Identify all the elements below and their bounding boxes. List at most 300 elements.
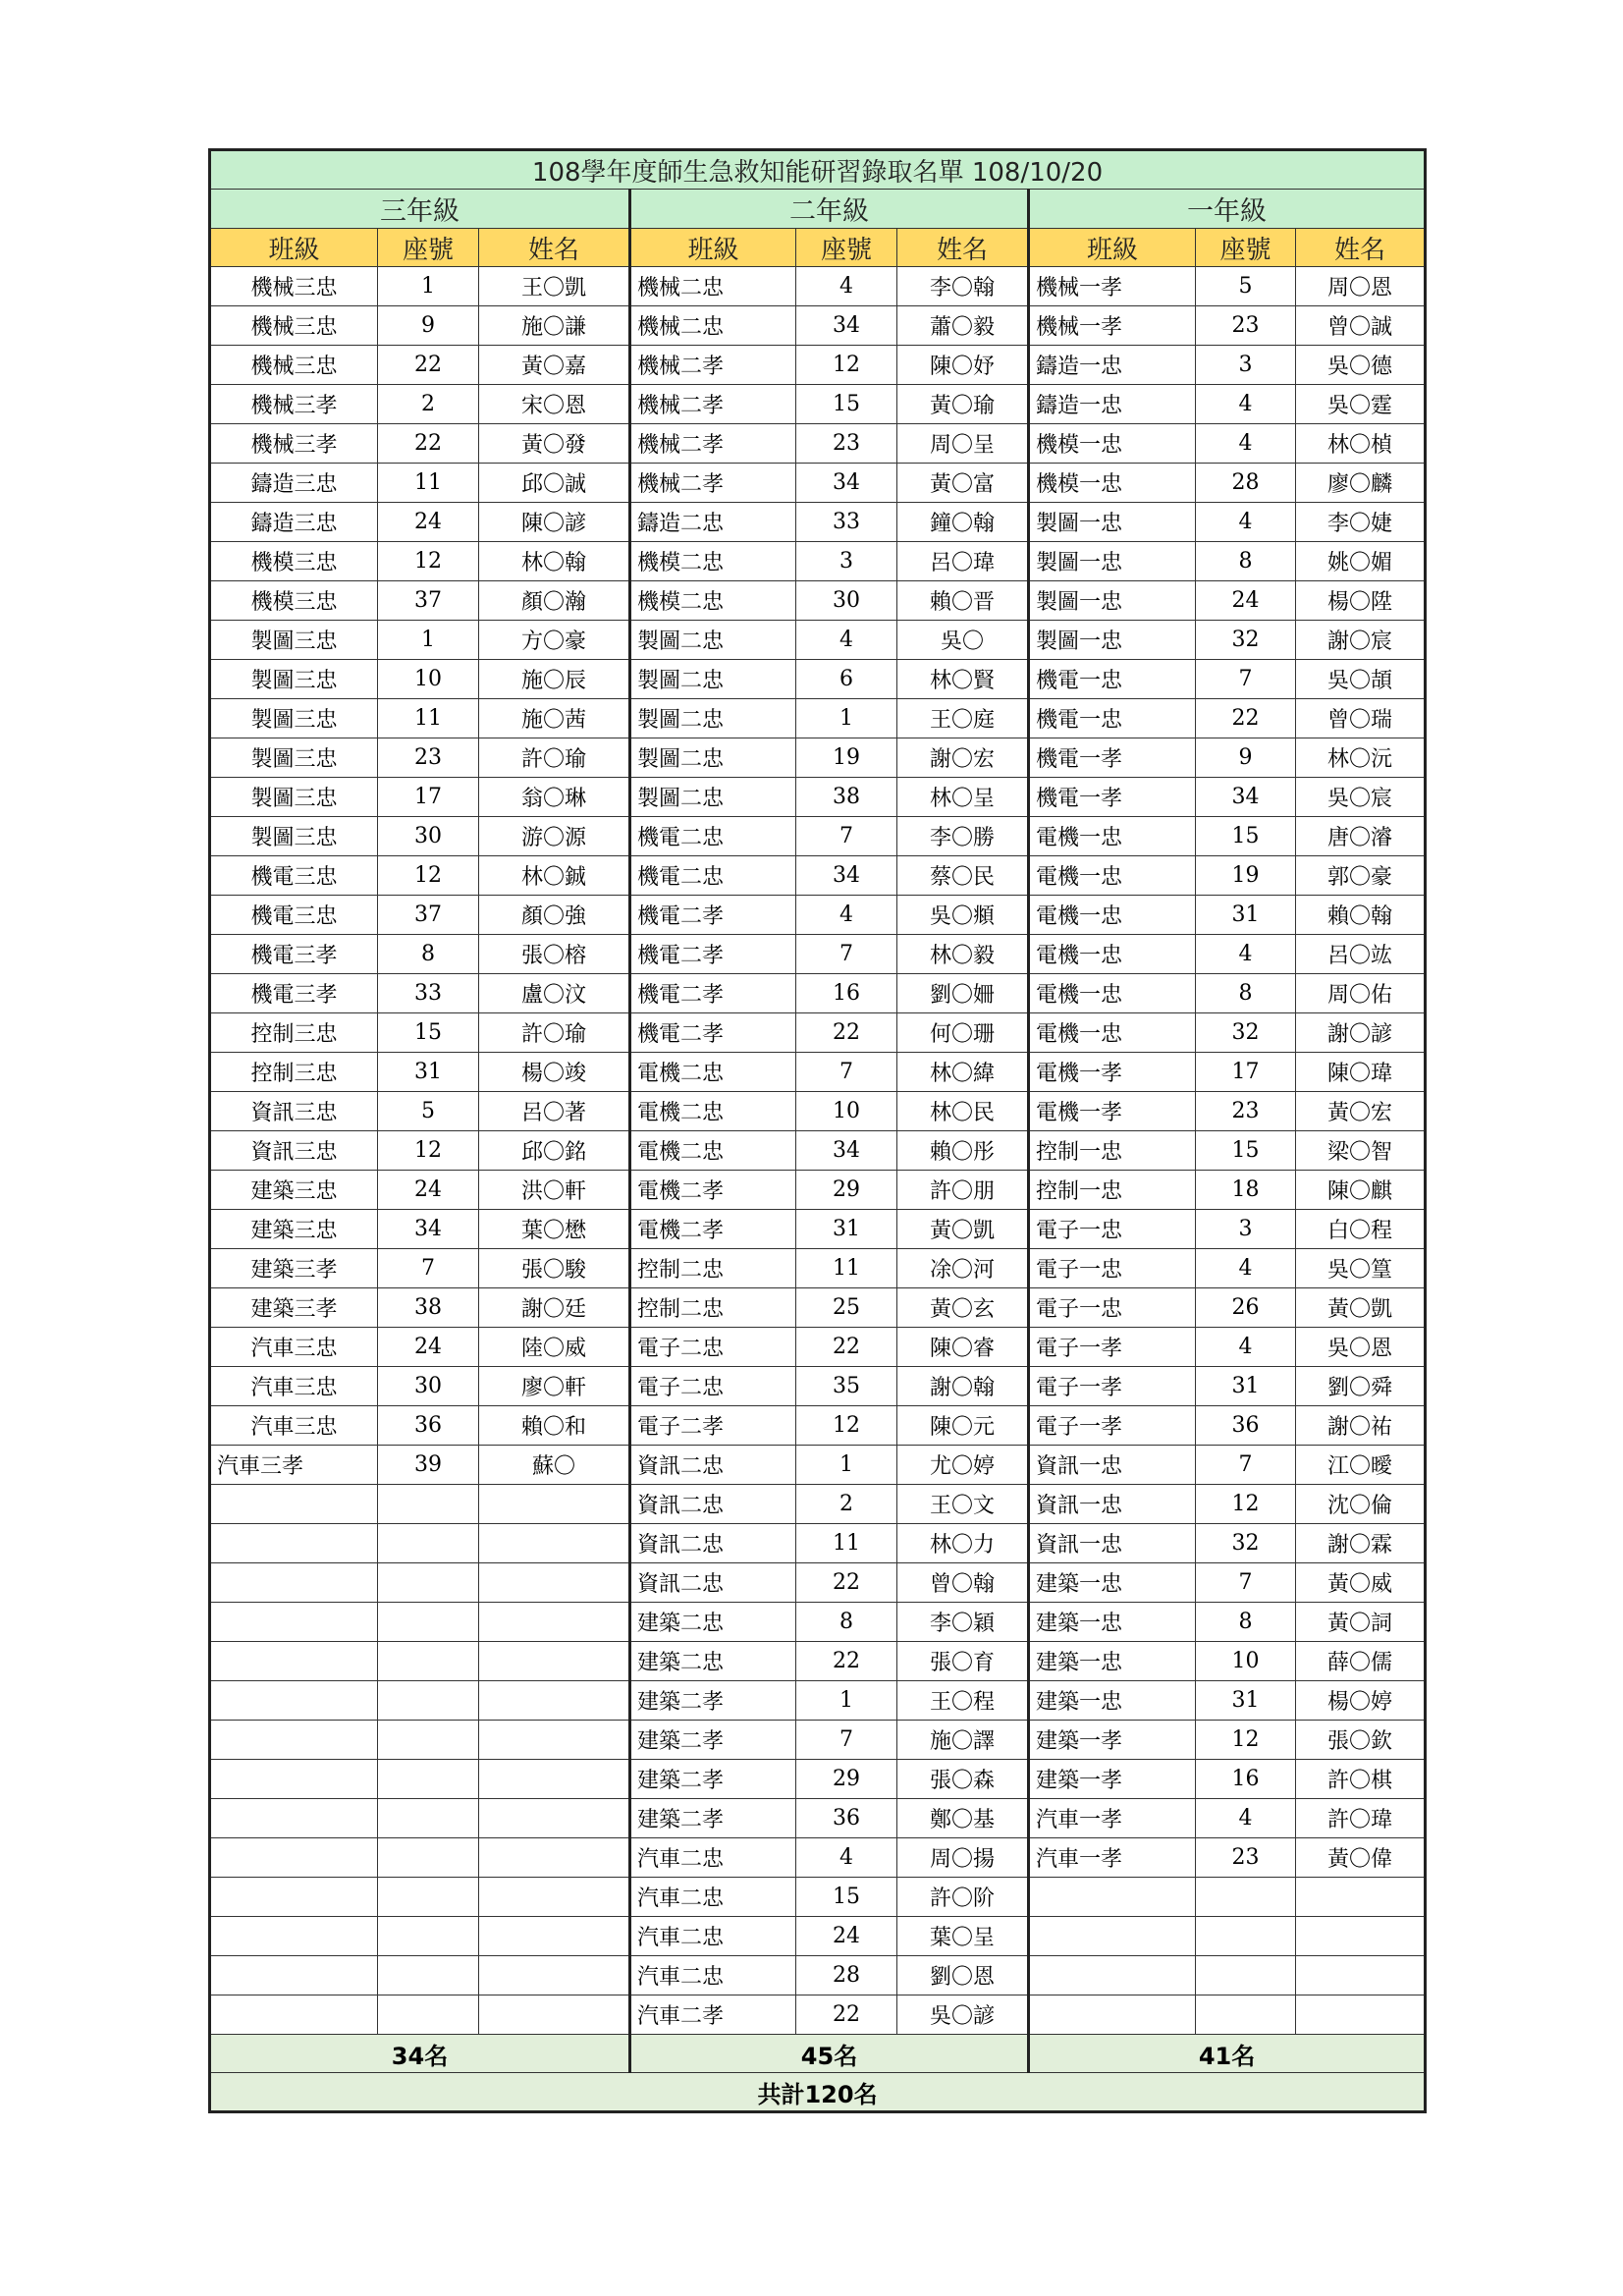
name-cell: 張〇榕 [479,935,630,974]
table-row [210,896,1426,935]
seat-cell: 1 [796,699,897,738]
name-cell: 施〇茜 [479,699,630,738]
name-cell [479,1760,630,1799]
seat-cell: 15 [378,1013,479,1053]
name-cell: 顏〇強 [479,896,630,935]
table-row [210,974,1426,1013]
col-header-seat: 座號 [1196,229,1296,267]
name-cell: 吳〇篁 [1296,1249,1426,1288]
class-cell: 機械二孝 [630,385,796,424]
seat-cell: 24 [796,1917,897,1956]
name-cell: 李〇穎 [897,1603,1029,1642]
name-cell [1296,1995,1426,2035]
table-row [210,935,1426,974]
class-cell: 機模二忠 [630,581,796,621]
seat-cell [378,1721,479,1760]
seat-cell [378,1917,479,1956]
class-cell: 鑄造一忠 [1029,346,1196,385]
class-cell: 機電一忠 [1029,699,1196,738]
seat-cell: 4 [1196,935,1296,974]
table-row [210,817,1426,856]
name-cell: 林〇楨 [1296,424,1426,464]
class-cell: 電子二孝 [630,1406,796,1446]
name-cell: 施〇謙 [479,306,630,346]
seat-cell: 32 [1196,1013,1296,1053]
class-cell: 汽車二忠 [630,1956,796,1995]
class-cell [210,1917,378,1956]
seat-cell: 12 [796,346,897,385]
class-cell: 製圖三忠 [210,778,378,817]
class-cell: 機模一忠 [1029,464,1196,503]
page-title: 108學年度師生急救知能研習錄取名單 108/10/20 [210,150,1426,190]
seat-cell: 23 [378,738,479,778]
name-cell: 蔡〇民 [897,856,1029,896]
name-cell: 凃〇河 [897,1249,1029,1288]
name-cell [479,1603,630,1642]
table-row [210,1249,1426,1288]
name-cell [479,1721,630,1760]
grade-header-2: 二年級 [630,190,1029,229]
name-cell: 謝〇翰 [897,1367,1029,1406]
seat-cell: 2 [796,1485,897,1524]
class-cell [210,1995,378,2035]
class-cell: 電機二孝 [630,1171,796,1210]
name-cell: 吳〇諺 [897,1995,1029,2035]
name-cell [479,1878,630,1917]
class-cell: 製圖二忠 [630,778,796,817]
col-header-name: 姓名 [479,229,630,267]
class-cell: 汽車三忠 [210,1367,378,1406]
seat-cell: 4 [796,267,897,306]
name-cell: 蕭〇毅 [897,306,1029,346]
name-cell [479,1995,630,2035]
class-cell: 控制一忠 [1029,1131,1196,1171]
class-cell: 電機二忠 [630,1092,796,1131]
table-row [210,464,1426,503]
seat-cell: 3 [796,542,897,581]
class-cell: 機模二忠 [630,542,796,581]
seat-cell: 30 [796,581,897,621]
enrollment-table [208,148,1427,2113]
name-cell: 黃〇發 [479,424,630,464]
name-cell: 林〇力 [897,1524,1029,1563]
seat-cell: 25 [796,1288,897,1328]
seat-cell: 28 [796,1956,897,1995]
seat-cell [378,1642,479,1681]
name-cell: 葉〇懋 [479,1210,630,1249]
class-cell: 電子一孝 [1029,1367,1196,1406]
table-row [210,1328,1426,1367]
name-cell: 林〇民 [897,1092,1029,1131]
seat-cell: 24 [1196,581,1296,621]
name-cell: 唐〇濬 [1296,817,1426,856]
seat-cell: 8 [378,935,479,974]
class-cell: 資訊三忠 [210,1092,378,1131]
name-cell: 賴〇晋 [897,581,1029,621]
name-cell: 鐘〇翰 [897,503,1029,542]
name-cell: 張〇欽 [1296,1721,1426,1760]
seat-cell: 9 [378,306,479,346]
name-cell: 王〇文 [897,1485,1029,1524]
seat-cell: 29 [796,1760,897,1799]
class-cell: 製圖二忠 [630,738,796,778]
seat-cell: 4 [1196,1249,1296,1288]
table-row [210,1721,1426,1760]
col-header-seat: 座號 [796,229,897,267]
table-row [210,1446,1426,1485]
name-cell: 黃〇凱 [1296,1288,1426,1328]
class-cell: 電機一忠 [1029,817,1196,856]
name-cell: 盧〇汶 [479,974,630,1013]
seat-cell: 19 [1196,856,1296,896]
name-cell: 吳〇恩 [1296,1328,1426,1367]
seat-cell: 4 [796,896,897,935]
class-cell: 電機二孝 [630,1210,796,1249]
class-cell [210,1878,378,1917]
table-row [210,1210,1426,1249]
seat-cell: 11 [796,1524,897,1563]
class-cell [210,1563,378,1603]
class-cell: 鑄造一忠 [1029,385,1196,424]
class-cell: 電子二忠 [630,1328,796,1367]
seat-cell: 24 [378,1171,479,1210]
seat-cell: 12 [1196,1721,1296,1760]
class-cell: 機械三孝 [210,424,378,464]
seat-cell: 16 [796,974,897,1013]
seat-cell [378,1799,479,1838]
name-cell: 許〇阶 [897,1878,1029,1917]
seat-cell: 11 [796,1249,897,1288]
total-row [210,2073,1426,2112]
name-cell: 吳〇德 [1296,346,1426,385]
seat-cell: 37 [378,581,479,621]
class-cell: 汽車三孝 [210,1446,378,1485]
class-cell [210,1485,378,1524]
seat-cell: 31 [1196,1367,1296,1406]
col-header-class: 班級 [1029,229,1196,267]
seat-cell: 5 [1196,267,1296,306]
class-cell: 製圖一忠 [1029,581,1196,621]
name-cell: 楊〇竣 [479,1053,630,1092]
name-cell: 林〇翰 [479,542,630,581]
class-cell: 建築二孝 [630,1799,796,1838]
name-cell: 王〇凱 [479,267,630,306]
seat-cell: 24 [378,503,479,542]
name-cell: 林〇呈 [897,778,1029,817]
class-cell: 建築二孝 [630,1681,796,1721]
seat-cell: 16 [1196,1760,1296,1799]
table-row [210,1917,1426,1956]
name-cell: 陳〇元 [897,1406,1029,1446]
grade-header-3: 三年級 [210,190,630,229]
table-row [210,267,1426,306]
class-cell: 汽車二孝 [630,1995,796,2035]
name-cell: 黃〇瑜 [897,385,1029,424]
class-cell: 資訊二忠 [630,1524,796,1563]
class-cell: 汽車三忠 [210,1406,378,1446]
name-cell: 吳〇霆 [1296,385,1426,424]
name-cell: 張〇育 [897,1642,1029,1681]
name-cell: 葉〇呈 [897,1917,1029,1956]
seat-cell: 22 [796,1642,897,1681]
class-cell: 電子一孝 [1029,1406,1196,1446]
name-cell: 劉〇舜 [1296,1367,1426,1406]
seat-cell: 6 [796,660,897,699]
table-row [210,1563,1426,1603]
name-cell: 黃〇詞 [1296,1603,1426,1642]
class-cell: 建築一忠 [1029,1603,1196,1642]
class-cell: 機電一孝 [1029,778,1196,817]
class-cell: 電子一孝 [1029,1328,1196,1367]
name-cell: 何〇珊 [897,1013,1029,1053]
class-cell: 資訊二忠 [630,1446,796,1485]
seat-cell: 30 [378,817,479,856]
class-cell: 控制二忠 [630,1249,796,1288]
class-cell: 製圖三忠 [210,660,378,699]
name-cell: 許〇瑜 [479,1013,630,1053]
class-cell [210,1799,378,1838]
class-cell: 機模一忠 [1029,424,1196,464]
name-cell: 洪〇軒 [479,1171,630,1210]
name-cell: 吳〇頫 [897,896,1029,935]
name-cell: 周〇恩 [1296,267,1426,306]
name-cell [479,1485,630,1524]
seat-cell: 24 [378,1328,479,1367]
class-cell: 鑄造三忠 [210,464,378,503]
class-cell [1029,1917,1196,1956]
class-cell [210,1760,378,1799]
class-cell [210,1956,378,1995]
name-cell: 呂〇瑋 [897,542,1029,581]
name-cell: 林〇沅 [1296,738,1426,778]
class-cell: 機械三忠 [210,306,378,346]
class-cell: 電機一孝 [1029,1053,1196,1092]
seat-cell: 28 [1196,464,1296,503]
name-cell: 尤〇婷 [897,1446,1029,1485]
table-row [210,1524,1426,1563]
name-cell: 邱〇銘 [479,1131,630,1171]
name-cell: 黃〇凱 [897,1210,1029,1249]
class-cell: 製圖一忠 [1029,621,1196,660]
class-cell: 電機一孝 [1029,1092,1196,1131]
class-cell: 汽車二忠 [630,1838,796,1878]
seat-cell: 12 [378,856,479,896]
seat-cell [378,1681,479,1721]
seat-cell: 34 [796,856,897,896]
class-cell: 製圖二忠 [630,621,796,660]
name-cell [479,1799,630,1838]
table-row [210,1171,1426,1210]
name-cell: 陳〇瑋 [1296,1053,1426,1092]
class-cell: 建築三忠 [210,1171,378,1210]
class-cell: 製圖一忠 [1029,542,1196,581]
seat-cell: 4 [1196,424,1296,464]
seat-cell: 19 [796,738,897,778]
seat-cell: 32 [1196,621,1296,660]
name-cell: 施〇辰 [479,660,630,699]
seat-cell: 39 [378,1446,479,1485]
name-cell: 謝〇諺 [1296,1013,1426,1053]
name-cell: 廖〇軒 [479,1367,630,1406]
name-cell: 曾〇翰 [897,1563,1029,1603]
seat-cell: 8 [796,1603,897,1642]
class-cell: 機電二孝 [630,896,796,935]
seat-cell [378,1485,479,1524]
name-cell [479,1681,630,1721]
class-cell: 控制一忠 [1029,1171,1196,1210]
name-cell [479,1956,630,1995]
name-cell: 張〇森 [897,1760,1029,1799]
name-cell: 方〇豪 [479,621,630,660]
seat-cell: 12 [796,1406,897,1446]
class-cell: 資訊一忠 [1029,1446,1196,1485]
name-cell: 謝〇宏 [897,738,1029,778]
seat-cell: 36 [378,1406,479,1446]
seat-cell: 4 [1196,1799,1296,1838]
seat-cell: 38 [796,778,897,817]
col-header-class: 班級 [210,229,378,267]
class-cell: 製圖三忠 [210,738,378,778]
seat-cell: 11 [378,464,479,503]
seat-cell [378,1524,479,1563]
name-cell: 謝〇廷 [479,1288,630,1328]
seat-cell: 22 [796,1328,897,1367]
seat-cell: 32 [1196,1524,1296,1563]
class-cell: 建築三忠 [210,1210,378,1249]
class-cell: 建築一忠 [1029,1681,1196,1721]
name-cell: 郭〇豪 [1296,856,1426,896]
class-cell: 機械三忠 [210,346,378,385]
class-cell: 建築二忠 [630,1642,796,1681]
class-cell: 電機一忠 [1029,974,1196,1013]
table-row [210,1799,1426,1838]
seat-cell [378,1878,479,1917]
seat-cell: 1 [378,267,479,306]
table-row [210,1681,1426,1721]
name-cell: 周〇揚 [897,1838,1029,1878]
table-row [210,1131,1426,1171]
seat-cell: 12 [1196,1485,1296,1524]
class-cell: 機模三忠 [210,542,378,581]
class-cell: 電機一忠 [1029,856,1196,896]
seat-cell [1196,1878,1296,1917]
name-cell: 王〇庭 [897,699,1029,738]
name-cell [1296,1917,1426,1956]
name-cell: 許〇瑜 [479,738,630,778]
name-cell: 姚〇媚 [1296,542,1426,581]
table-row [210,1092,1426,1131]
class-cell: 機電二忠 [630,856,796,896]
seat-cell [1196,1917,1296,1956]
class-cell: 機電三忠 [210,856,378,896]
name-cell: 陳〇妤 [897,346,1029,385]
class-cell: 機電二孝 [630,974,796,1013]
name-cell: 林〇鋮 [479,856,630,896]
name-cell: 賴〇翰 [1296,896,1426,935]
seat-cell: 23 [1196,306,1296,346]
name-cell: 陳〇睿 [897,1328,1029,1367]
class-cell: 建築一孝 [1029,1721,1196,1760]
seat-cell: 34 [1196,778,1296,817]
seat-cell: 7 [1196,1446,1296,1485]
class-cell: 電子一忠 [1029,1210,1196,1249]
name-cell: 陸〇威 [479,1328,630,1367]
class-cell [210,1524,378,1563]
table-row [210,1995,1426,2035]
seat-cell: 1 [796,1681,897,1721]
seat-cell: 36 [796,1799,897,1838]
class-cell: 機電一孝 [1029,738,1196,778]
class-cell: 資訊二忠 [630,1485,796,1524]
name-cell: 黃〇威 [1296,1563,1426,1603]
table-row [210,856,1426,896]
name-cell: 黃〇玄 [897,1288,1029,1328]
name-cell: 沈〇倫 [1296,1485,1426,1524]
name-cell: 林〇緯 [897,1053,1029,1092]
name-cell: 王〇程 [897,1681,1029,1721]
seat-cell: 23 [1196,1092,1296,1131]
class-cell: 控制三忠 [210,1053,378,1092]
seat-cell: 4 [796,621,897,660]
name-cell: 林〇賢 [897,660,1029,699]
name-cell: 梁〇智 [1296,1131,1426,1171]
name-cell: 楊〇陞 [1296,581,1426,621]
table-row [210,1838,1426,1878]
class-cell: 資訊一忠 [1029,1524,1196,1563]
class-cell [210,1603,378,1642]
seat-cell: 15 [796,1878,897,1917]
table-row [210,542,1426,581]
class-cell: 汽車二忠 [630,1878,796,1917]
name-cell [479,1642,630,1681]
class-cell: 機械二孝 [630,464,796,503]
seat-cell: 31 [796,1210,897,1249]
table-row [210,1288,1426,1328]
table-row [210,621,1426,660]
seat-cell: 3 [1196,1210,1296,1249]
seat-cell: 22 [378,424,479,464]
table-row [210,424,1426,464]
class-cell: 機械二忠 [630,267,796,306]
table-row [210,1367,1426,1406]
name-cell: 賴〇和 [479,1406,630,1446]
class-cell: 機電三忠 [210,896,378,935]
name-cell: 謝〇霖 [1296,1524,1426,1563]
class-cell [1029,1878,1196,1917]
seat-cell: 36 [1196,1406,1296,1446]
table-row [210,738,1426,778]
name-cell: 呂〇著 [479,1092,630,1131]
seat-cell: 22 [378,346,479,385]
name-cell [479,1917,630,1956]
name-cell [479,1838,630,1878]
class-cell: 建築二孝 [630,1721,796,1760]
class-cell: 機械一孝 [1029,306,1196,346]
class-cell: 鑄造三忠 [210,503,378,542]
name-cell: 黃〇嘉 [479,346,630,385]
class-cell: 建築二孝 [630,1760,796,1799]
name-cell: 周〇呈 [897,424,1029,464]
seat-cell: 23 [1196,1838,1296,1878]
class-cell: 機電三孝 [210,935,378,974]
name-cell: 宋〇恩 [479,385,630,424]
table-row [210,1406,1426,1446]
class-cell: 機電三孝 [210,974,378,1013]
name-cell: 曾〇瑞 [1296,699,1426,738]
name-cell: 顏〇瀚 [479,581,630,621]
seat-cell: 15 [1196,817,1296,856]
class-cell [210,1681,378,1721]
